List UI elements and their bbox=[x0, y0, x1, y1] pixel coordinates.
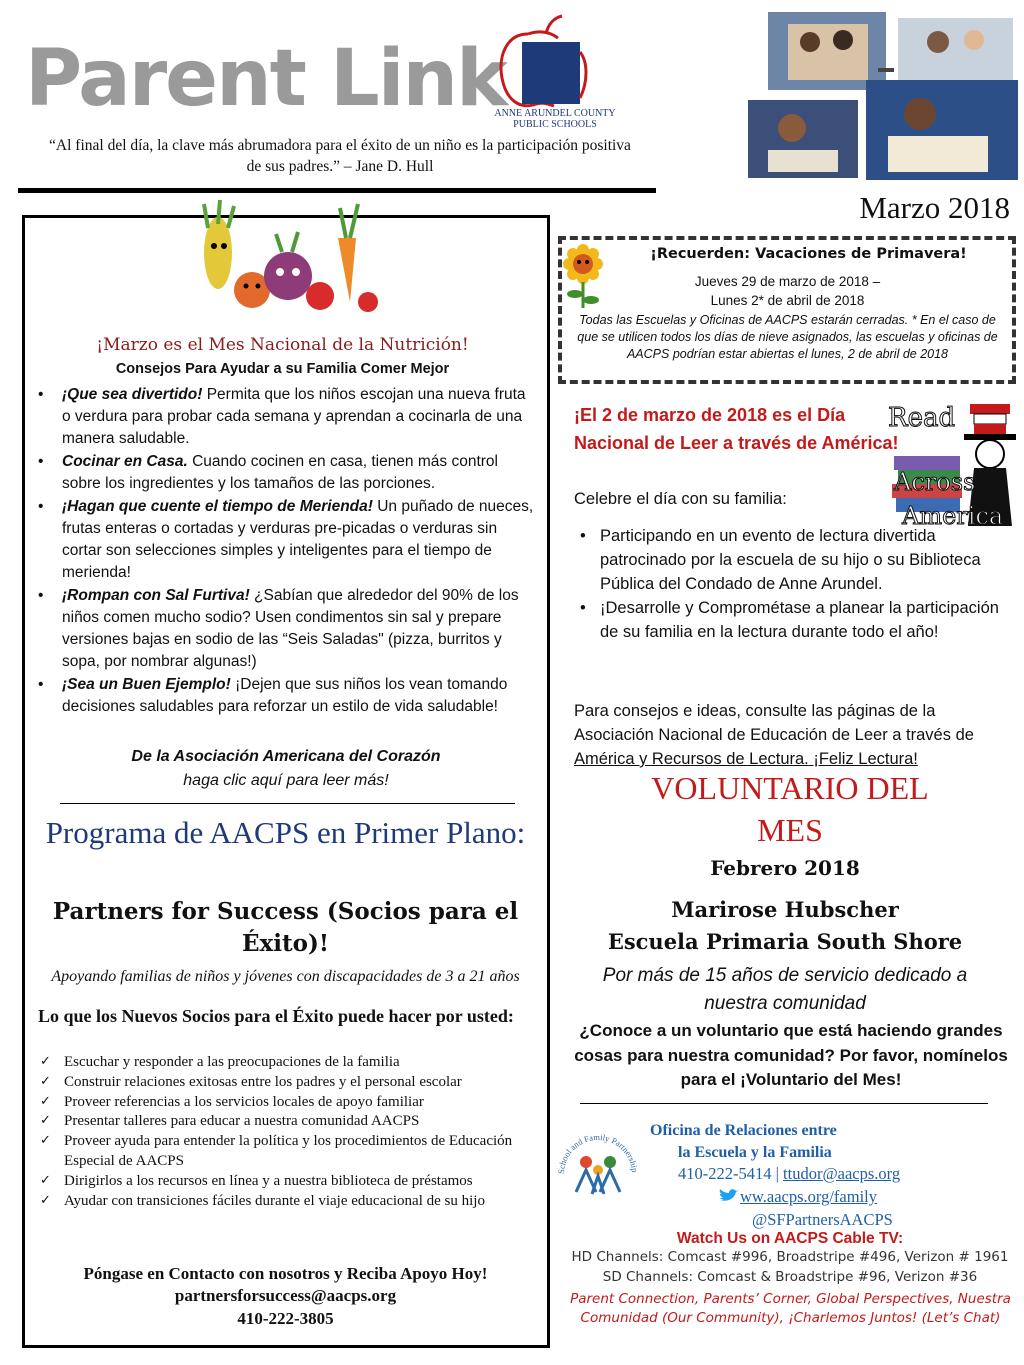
tip-text: ¡Dejen que sus niños los vean tomando decisiones saludables para reforzar un estilo de vida saludable! bbox=[62, 676, 508, 715]
contact-email[interactable]: partnersforsuccess@aacps.org bbox=[174, 1286, 397, 1305]
list-item bbox=[38, 496, 538, 584]
list-item bbox=[38, 585, 538, 673]
quote: “Al final del día, la clave más abrumadora para el éxito de un niño es la participación positiva de sus padres.” – Jane D. Hull bbox=[49, 137, 631, 175]
vacation-note: Todas las Escuelas y Oficinas de AACPS estarán cerradas. * En el caso de que se utilicen todos los días de nieve asignados, las escuelas y oficinas de AACPS podrían estar abiertas el lunes, 2 de abril de 2018 bbox=[577, 313, 998, 361]
art-word-america: America bbox=[902, 502, 1004, 530]
family-photo-collage bbox=[748, 10, 1018, 180]
list-item: ✓ Proveer referencias a los servicios locales de apoyo familiar bbox=[38, 1093, 528, 1113]
district-name: ANNE ARUNDEL COUNTY PUBLIC SCHOOLS bbox=[494, 108, 616, 130]
section-divider bbox=[60, 803, 515, 804]
watch-hd-channels: HD Channels: Comcast #996, Broadstripe #496, Verizon # 1961 bbox=[571, 1249, 1009, 1265]
office-phone: 410-222-5414 | bbox=[678, 1164, 784, 1183]
tip-text: ¿Sabían que alrededor del 90% de los niños comen mucho sodio? Usen condimentos sin sal y prepare versiones bajas en sodio de las “Seis Saladas" (pizza, burritos y sopa, por nombrar algunas!) bbox=[62, 587, 519, 670]
heart-association-source: De la Asociación Americana del Corazón bbox=[131, 748, 441, 765]
list-item bbox=[38, 384, 538, 450]
volunteer-title: VOLUNTARIO DEL MES bbox=[651, 770, 929, 848]
tip-text: Cuando cocinen en casa, tienen más control sobre los ingredientes y los tamaños de las porciones. bbox=[62, 453, 498, 492]
list-item: • Participando en un evento de lectura divertida patrocinado por la escuela de su hijo o su Biblioteca Pública del Condado de Anne Arundel. bbox=[574, 525, 1004, 597]
list-item: • ¡Desarrolle y Comprométase a planear la participación de su familia en la lectura durante todo el año! bbox=[574, 597, 1004, 645]
happy-reading: ¡Feliz Lectura! bbox=[808, 749, 918, 768]
office-name bbox=[650, 1120, 900, 1165]
list-item: ✓ Presentar talleres para educar a nuestra comunidad AACPS bbox=[38, 1112, 528, 1132]
tip-lead: ¡Que sea divertido! bbox=[62, 386, 203, 403]
resources-link[interactable]: América y Recursos de Lectura. bbox=[574, 749, 809, 768]
contact-heading: Póngase en Contacto con nosotros y Reciba Apoyo Hoy! bbox=[83, 1264, 488, 1283]
list-item: ✓ Escuchar y responder a las preocupaciones de la familia bbox=[38, 1053, 528, 1073]
tip-lead: ¡Rompan con Sal Furtiva! bbox=[62, 587, 250, 604]
watch-title: Watch Us on AACPS Cable TV: bbox=[676, 1230, 904, 1247]
vacation-end: Lunes 2* de abril de 2018 bbox=[710, 293, 865, 309]
program-title: Partners for Success (Socios para el Éxito)! bbox=[52, 898, 519, 958]
volunteer-service: Por más de 15 años de servicio dedicado a nuestra comunidad bbox=[602, 965, 968, 1014]
tip-lead: Cocinar en Casa. bbox=[62, 453, 188, 470]
program-subtitle: Apoyando familias de niños y jóvenes con discapacidades de 3 a 21 años bbox=[51, 968, 520, 985]
services-heading: Lo que los Nuevos Socios para el Éxito puede hacer por usted: bbox=[38, 1006, 514, 1026]
twitter-bird-icon bbox=[718, 1188, 740, 1204]
list-item: ✓ Proveer ayuda para entender la política y los procedimientos de Educación Especial de AACPS bbox=[38, 1132, 528, 1172]
art-word-across: Across bbox=[894, 468, 976, 496]
volunteer-school: Escuela Primaria South Shore bbox=[607, 929, 963, 954]
parent-link-logo: Parent Link bbox=[25, 34, 506, 124]
volunteer-name: Marirose Hubscher bbox=[671, 897, 899, 922]
office-web-row bbox=[718, 1187, 998, 1207]
office-email-link[interactable]: ttudor@aacps.org bbox=[783, 1164, 901, 1183]
office-contact bbox=[678, 1164, 998, 1184]
volunteer-nominate: ¿Conoce a un voluntario que está haciendo grandes cosas para nuestra comunidad? Por favor, nomínelos para el ¡Voluntario del Mes! bbox=[574, 1021, 1008, 1090]
volunteer-month: Febrero 2018 bbox=[710, 856, 860, 880]
list-item: ✓ Construir relaciones exitosas entre los padres y el personal escolar bbox=[38, 1073, 528, 1093]
nutrition-tips-list bbox=[38, 384, 538, 719]
family-partnerships-logo-icon bbox=[552, 1118, 644, 1198]
office-twitter-handle[interactable]: @SFPartnersAACPS bbox=[752, 1210, 893, 1229]
read-across-heading: ¡El 2 de marzo de 2018 es el Día Nacional de Leer a través de América! bbox=[574, 405, 899, 453]
header-divider bbox=[18, 188, 656, 193]
list-item: ✓ Dirigirlos a los recursos en línea y a nuestra biblioteca de préstamos bbox=[38, 1172, 528, 1192]
list-item: ✓ Ayudar con transiciones fáciles durante el viaje educacional de su hijo bbox=[38, 1192, 528, 1212]
art-word-read: Read bbox=[888, 403, 956, 433]
tip-lead: ¡Hagan que cuente el tiempo de Merienda! bbox=[62, 498, 373, 515]
read-more-text: Para consejos e ideas, consulte las páginas de la Asociación Nacional de Educación de Leer a través de bbox=[574, 702, 974, 744]
contact-phone: 410-222-3805 bbox=[237, 1309, 334, 1328]
office-name-line2: la Escuela y la Familia bbox=[678, 1144, 832, 1162]
vacation-title: ¡Recuerden: Vacaciones de Primavera! bbox=[650, 246, 967, 262]
office-name-line1: Oficina de Relaciones entre bbox=[650, 1122, 837, 1139]
vacation-dates bbox=[570, 272, 1005, 310]
nutrition-subtitle: Consejos Para Ayudar a su Familia Comer Mejor bbox=[115, 361, 450, 377]
tip-lead: ¡Sea un Buen Ejemplo! bbox=[62, 676, 231, 693]
list-item bbox=[38, 451, 538, 495]
nutrition-month-title: ¡Marzo es el Mes Nacional de la Nutrición! bbox=[96, 335, 469, 355]
section-divider bbox=[580, 1103, 988, 1104]
watch-sd-channels: SD Channels: Comcast & Broadstripe #96, Verizon #36 bbox=[602, 1269, 978, 1285]
services-list bbox=[38, 1053, 528, 1211]
logo-arc-text: School and Family Partnership bbox=[555, 1131, 640, 1175]
celebrate-line: Celebre el día con su familia: bbox=[574, 490, 787, 508]
vegetables-illustration-icon bbox=[190, 198, 390, 318]
vacation-start: Jueves 29 de marzo de 2018 – bbox=[694, 274, 881, 289]
office-website-link[interactable]: ww.aacps.org/family bbox=[740, 1187, 878, 1206]
cat-in-hat-icon bbox=[884, 396, 1022, 536]
tip-text: Un puñado de nueces, frutas enteras o cortadas y verduras pre-picadas o verduras sin cortar son selecciones simples y inteligentes para el tiempo de merienda! bbox=[62, 498, 534, 581]
read-across-list bbox=[574, 525, 1004, 645]
list-item bbox=[38, 674, 538, 718]
tip-text: Permita que los niños escojan una nueva fruta o verdura para probar cada semana y aprendan a cocinarla de una manera saludable. bbox=[62, 386, 526, 447]
read-more-link[interactable]: haga clic aquí para leer más! bbox=[183, 772, 389, 789]
watch-shows: Parent Connection, Parents’ Corner, Global Perspectives, Nuestra Comunidad (Our Community), ¡Charlemos Juntos! (Let’s Chat) bbox=[570, 1291, 1011, 1326]
read-more-paragraph bbox=[574, 700, 1014, 772]
spotlight-title: Programa de AACPS en Primer Plano: bbox=[45, 815, 526, 850]
issue-date: Marzo 2018 bbox=[859, 190, 1010, 225]
